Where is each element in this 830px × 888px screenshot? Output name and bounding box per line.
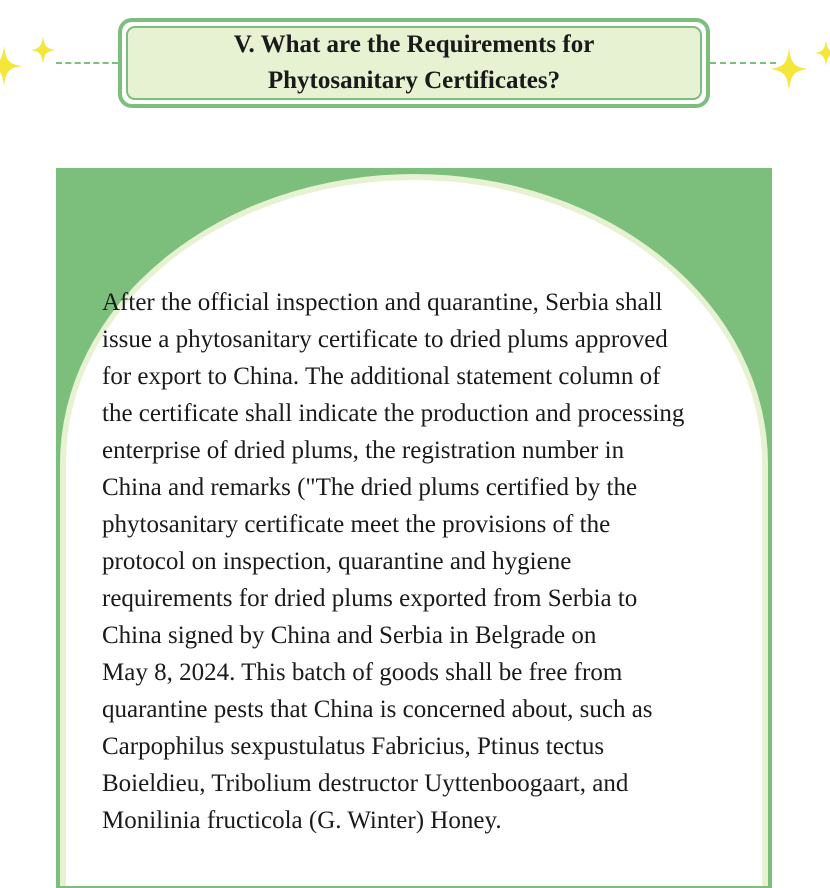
section-header <box>0 0 830 130</box>
sparkle-icon <box>30 36 56 64</box>
sparkle-icon <box>0 46 22 86</box>
page-title-line-1: V. What are the Requirements for <box>233 31 595 58</box>
sparkle-icon <box>770 48 808 90</box>
page-title <box>234 27 595 99</box>
certificate-requirements-paragraph: After the official inspection and quarantine, Serbia shall issue a phytosanitary certificate to dried plums approved for export to China. The additional statement column of the certificate shall indicate the production and processing enterprise of dried plums, the registration number in China and remarks ("The dried plums certified by the phytosanitary certificate meet the provisions of the protocol on inspection, quarantine and hygiene requirements for dried plums exported from Serbia to China signed by China and Serbia in Belgrade on May 8, 2024. This batch of goods shall be free from quarantine pests that China is concerned about, such as Carpophilus sexpustulatus Fabricius, Ptinus tectus Boieldieu, Tribolium destructor Uyttenboogaart, and Monilinia fructicola (G. Winter) Honey. <box>102 289 685 834</box>
page-title-line-2: Phytosanitary Certificates? <box>267 67 561 94</box>
decorative-dash-left <box>56 62 118 64</box>
sparkle-icon <box>814 40 830 66</box>
decorative-dash-right <box>710 62 776 64</box>
title-banner-inner <box>126 26 702 100</box>
title-banner <box>118 18 710 108</box>
